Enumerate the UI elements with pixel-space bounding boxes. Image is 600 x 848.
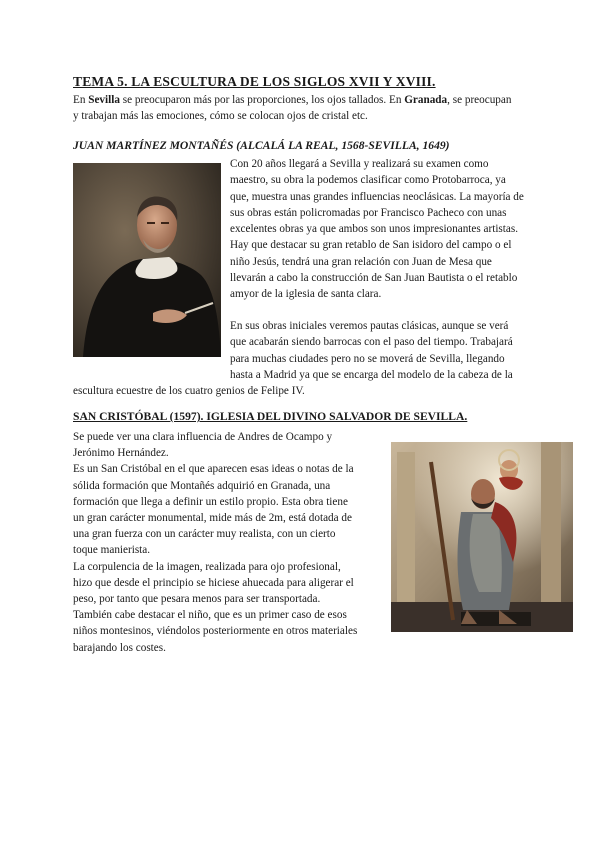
text-line: niño Jesús, tendrá una gran relación con Juan de Mesa que xyxy=(230,255,492,268)
text-line: que acabarán siendo barrocas con el paso del tiempo. Trabajará xyxy=(230,336,513,349)
portrait-image xyxy=(73,163,221,357)
text-line: La corpulencia de la imagen, realizada para ojo profesional, xyxy=(73,560,341,573)
text-line: sus obras están policromadas por Francisco Pacheco con unas xyxy=(230,206,507,219)
text-line: llevarán a cabo la construcción de San Juan Bautista o el retablo xyxy=(230,272,518,285)
intro-text-1: En xyxy=(73,94,89,106)
intro-paragraph xyxy=(73,92,551,124)
montanes-paragraph-2-end: escultura ecuestre de los cuatro genios de Felipe IV. xyxy=(73,385,305,397)
text-line: Es un San Cristóbal en el que aparecen esas ideas o notas de la xyxy=(73,463,354,476)
text-line: sólida formación que Montañés adquirió en Granada, una xyxy=(73,479,331,492)
text-line: Se puede ver una clara influencia de Andres de Ocampo y xyxy=(73,431,333,443)
text-line: que, muestra unas grandes influencias neoclásicas. La mayoría de xyxy=(230,190,524,203)
text-line: un gran carácter monumental, mide más de 2m, está dotada de xyxy=(73,512,352,525)
text-line: barajando los costes. xyxy=(73,641,166,654)
text-line: excelentes obras ya que ambos son unos impresionantes artistas. xyxy=(230,223,519,236)
san-cristobal-sculpture-image xyxy=(391,442,573,632)
intro-text-4: y trabajan más las emociones, cómo se colocan ojos de cristal etc. xyxy=(73,110,368,122)
text-line: amyor de la iglesia de santa clara. xyxy=(230,288,382,301)
intro-granada: Granada xyxy=(404,94,448,106)
text-line: hasta a Madrid ya que se encarga del modelo de la cabeza de la xyxy=(230,368,513,381)
intro-text-3: , se preocupan xyxy=(447,94,512,106)
montanes-paragraph-2 xyxy=(230,318,552,383)
intro-sevilla: Sevilla xyxy=(88,94,120,106)
text-line: peso, por tanto que pesara menos para ser transportada. xyxy=(73,593,321,606)
text-line: hizo que desde el principio se hiciese ahuecada para aligerar el xyxy=(73,576,354,589)
text-line: Con 20 años llegará a Sevilla y realizará su examen como xyxy=(230,158,489,170)
text-line: una gran fuerza con un carácter muy realista, con un cierto xyxy=(73,528,336,541)
text-line: También cabe destacar el niño, que es un primer caso de esos xyxy=(73,609,347,622)
intro-text-2: se preocuparon más por las proporciones, los ojos tallados. En xyxy=(119,94,405,106)
text-line: toque manierista. xyxy=(73,544,151,557)
text-line: para muchas ciudades pero no se moverá de Sevilla, llegando xyxy=(230,352,505,365)
page-title: TEMA 5. LA ESCULTURA DE LOS SIGLOS XVII Y XVIII. xyxy=(73,74,436,89)
montanes-paragraph-1 xyxy=(230,156,552,303)
text-line: Jerónimo Hernández. xyxy=(73,447,169,460)
text-line: niños montesinos, viéndolos posteriormente en otros materiales xyxy=(73,625,358,638)
san-cristobal-paragraph xyxy=(73,429,383,656)
section-heading-san-cristobal: SAN CRISTÓBAL (1597). IGLESIA DEL DIVINO SALVADOR DE SEVILLA. xyxy=(73,410,468,423)
text-line: maestro, su obra la podemos clasificar como Protobarroca, ya xyxy=(230,174,506,187)
text-line: En sus obras iniciales veremos pautas clásicas, aunque se verá xyxy=(230,320,509,332)
section-heading-montanes: JUAN MARTÍNEZ MONTAÑÉS (ALCALÁ LA REAL, 1568-SEVILLA, 1649) xyxy=(73,139,450,152)
text-line: Hay que destacar su gran retablo de San isidoro del campo o el xyxy=(230,239,512,252)
text-line: formación que llega a definir un estilo propio. Esta obra tiene xyxy=(73,495,348,508)
